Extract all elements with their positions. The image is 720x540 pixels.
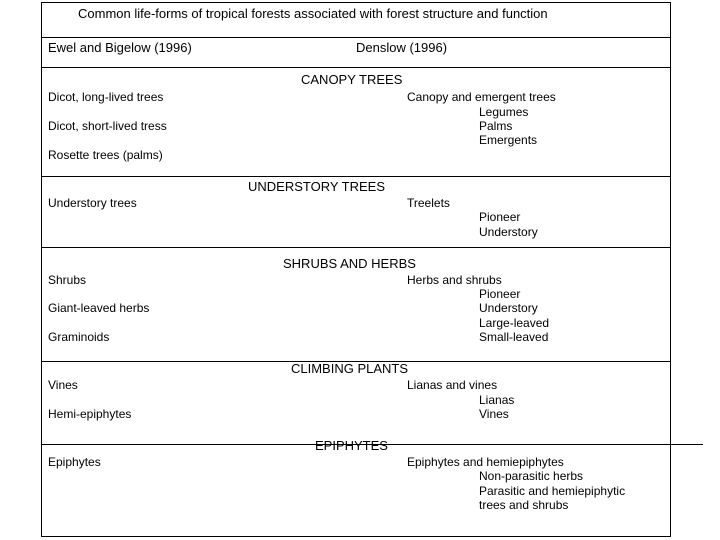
section-heading-understory: UNDERSTORY TREES <box>248 179 386 194</box>
right-sub-item: Emergents <box>479 133 538 147</box>
divider-title <box>41 37 671 38</box>
right-sub-item: Legumes <box>479 105 529 119</box>
left-item: Understory trees <box>48 196 137 210</box>
column-header-left: Ewel and Bigelow (1996) <box>48 40 192 55</box>
section-heading-climbing: CLIMBING PLANTS <box>291 361 409 376</box>
left-item: Graminoids <box>48 330 110 344</box>
left-item: Epiphytes <box>48 455 101 469</box>
right-main-item: Epiphytes and hemiepiphytes <box>407 455 564 469</box>
table-title: Common life-forms of tropical forests associated with forest structure and function <box>78 6 548 21</box>
right-main-item: Canopy and emergent trees <box>407 90 556 104</box>
right-sub-item: Understory <box>479 225 538 239</box>
right-sub-item: Small-leaved <box>479 330 549 344</box>
section-heading-epiphytes: EPIPHYTES <box>315 438 388 453</box>
left-item: Dicot, short-lived tress <box>48 119 167 133</box>
left-item: Dicot, long-lived trees <box>48 90 164 104</box>
right-sub-item: Lianas <box>479 393 515 407</box>
left-item: Rosette trees (palms) <box>48 148 163 162</box>
right-main-item: Treelets <box>407 196 450 210</box>
divider-understory <box>41 247 671 248</box>
left-item: Giant-leaved herbs <box>48 301 150 315</box>
section-heading-shrubs: SHRUBS AND HERBS <box>283 256 416 271</box>
right-main-item: Lianas and vines <box>407 378 498 392</box>
left-item: Hemi-epiphytes <box>48 407 132 421</box>
column-header-right: Denslow (1996) <box>356 40 448 55</box>
right-sub-item: trees and shrubs <box>479 498 569 512</box>
right-sub-item: Understory <box>479 301 538 315</box>
right-main-item: Herbs and shrubs <box>407 273 502 287</box>
right-sub-item: Parasitic and hemiepiphytic <box>479 484 626 498</box>
divider-canopy <box>41 176 671 177</box>
left-item: Vines <box>48 378 78 392</box>
right-sub-item: Pioneer <box>479 287 521 301</box>
right-sub-item: Non-parasitic herbs <box>479 469 584 483</box>
divider-columns <box>41 67 671 68</box>
right-sub-item: Large-leaved <box>479 316 550 330</box>
section-heading-canopy: CANOPY TREES <box>301 72 403 87</box>
right-sub-item: Palms <box>479 119 513 133</box>
right-sub-item: Vines <box>479 407 509 421</box>
left-item: Shrubs <box>48 273 87 287</box>
right-sub-item: Pioneer <box>479 210 521 224</box>
